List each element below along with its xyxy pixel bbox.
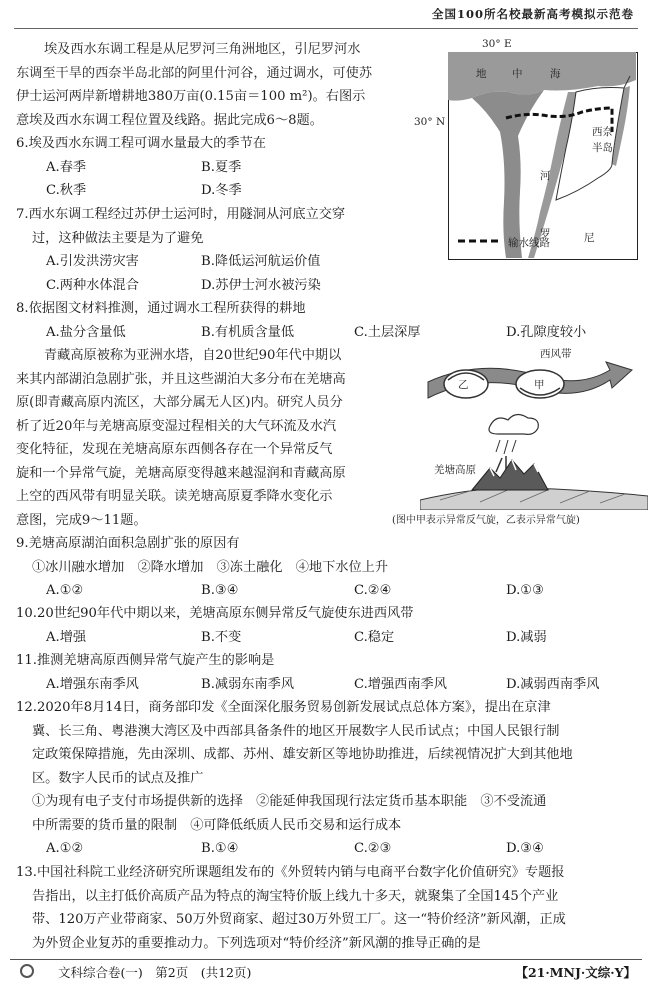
question-stem: 定政策保障措施，先由深圳、成都、苏州、雄安新区等地协助推进，后续视情况扩大到其他地: [32, 747, 573, 762]
map1-label: 地: [476, 68, 487, 80]
question-7: [16, 203, 436, 297]
map2-drawing: [420, 340, 648, 510]
option-d: D.③④: [506, 841, 544, 856]
question-8: [16, 297, 636, 344]
passage-2: [16, 344, 346, 532]
option-d: D.冬季: [201, 183, 242, 198]
question-stem: 冀、长三角、粤港澳大湾区及中西部具备条件的地区开展数字人民币试点；中国人民银行制: [32, 723, 560, 739]
option-b: B.不变: [201, 629, 242, 645]
map2-caption: (图中甲表示异常反气旋，乙表示异常气旋): [392, 515, 580, 526]
option-c: C.②③: [354, 841, 392, 856]
header-title: 全国100所名校最新高考模拟示范卷: [431, 7, 634, 21]
option-c: C.增强西南季风: [354, 676, 447, 692]
option-d: D.苏伊士河水被污染: [201, 277, 321, 293]
map1-longitude-label: 30° E: [482, 38, 512, 50]
option-a: A.增强: [46, 629, 87, 645]
option-c: C.两种水体混合: [46, 277, 139, 293]
option-b: B.降低运河航运价值: [201, 254, 321, 269]
map1-label: 半岛: [592, 142, 613, 154]
option-d: D.①③: [506, 583, 544, 598]
cloud-icon: [489, 414, 538, 434]
plateau-mountains: [472, 460, 548, 490]
question-stem: 为外贸企业复苏的重要推动力。下列选项对“特价经济”新风潮的推导正确的是: [32, 935, 481, 951]
question-stem: 过，这种做法主要是为了避免: [32, 230, 204, 246]
question-11: [16, 649, 636, 696]
passage-2-line: 青藏高原被称为亚洲水塔，自20世纪90年代中期以: [44, 348, 342, 363]
question-stem: 7.西水东调工程经过苏伊士运河时，用隧洞从河底立交穿: [16, 207, 346, 222]
question-9: [16, 532, 636, 603]
map1-label: 海: [550, 68, 561, 80]
question-items: ①为现有电子支付市场提供新的选择 ②能延伸我国现行法定货币基本职能 ③不受流通: [32, 794, 547, 809]
passage-2-line: 上空的西风带有明显关联。读羌塘高原夏季降水变化示: [16, 489, 333, 504]
question-13: [16, 861, 641, 955]
question-stem: 13.中国社科院工业经济研究所课题组发布的《外贸转内销与电商平台数字化价值研究》专题报: [16, 865, 565, 880]
map1-label: 尼: [584, 232, 595, 244]
option-c: C.稳定: [354, 629, 395, 645]
option-a: A.增强东南季风: [46, 676, 139, 692]
option-c: C.土层深厚: [354, 324, 421, 340]
passage-2-line: 来其内部湖泊急剧扩张，并且这些湖泊大多分布在羌塘高: [16, 371, 346, 387]
passage-1-line: 东调至干旱的西奈半岛北部的阿里什河谷，通过调水，可使苏: [16, 65, 373, 81]
option-a: A.①②: [46, 583, 84, 598]
question-items: ①冰川融水增加 ②降水增加 ③冻土融化 ④地下水位上升: [32, 559, 389, 575]
passage-2-line: 原(即青藏高原内流区，大部分属无人区)内。研究人员分: [16, 395, 343, 410]
question-stem: 带、120万产业带商家、50万外贸商家、超过30万外贸工厂。这一“特价经济”新风潮，正成: [32, 912, 566, 927]
passage-1-line: 埃及西水东调工程是从尼罗河三角洲地区，引尼罗河水: [44, 42, 361, 57]
question-12: [16, 696, 641, 861]
gulf-of-aqaba-shape: [612, 86, 630, 166]
header-divider: [14, 28, 638, 29]
question-stem: 6.埃及西水东调工程可调水量最大的季节在: [16, 136, 266, 151]
question-stem: 11.推测羌塘高原西侧异常气旋产生的影响是: [16, 653, 275, 668]
option-b: B.夏季: [201, 159, 242, 175]
qiangtang-precipitation-diagram: [420, 340, 648, 530]
question-items: 中所需要的货币量的限制 ④可降低纸质人民币交易和运行成本: [32, 817, 402, 833]
option-b: B.①④: [201, 841, 239, 856]
option-b: B.有机质含量低: [201, 324, 295, 340]
passage-2-line: 旋和一个异常气旋，羌塘高原变得越来越湿润和青藏高原: [16, 465, 346, 481]
yi-label: 乙: [458, 379, 469, 391]
question-stem: 10.20世纪90年代中期以来，羌塘高原东侧异常反气旋使东进西风带: [16, 606, 414, 621]
option-c: C.秋季: [46, 183, 87, 198]
passage-2-line: 变化特征，发现在羌塘高原东西侧各存在一个异常反气: [16, 442, 333, 457]
rain-drop: [504, 440, 508, 454]
question-stem: 区。数字人民币的试点及推广: [32, 770, 204, 786]
question-10: [16, 602, 636, 649]
jia-label: 甲: [534, 379, 545, 391]
passage-2-line: 意图，完成9～11题。: [16, 512, 147, 528]
westerly-label: 西风带: [540, 348, 572, 360]
question-6: [16, 132, 436, 203]
passage-1-line: 意埃及西水东调工程位置及线路。据此完成6～8题。: [16, 112, 323, 128]
passage-1: [16, 38, 372, 132]
ground-surface: [420, 488, 648, 510]
option-b: B.③④: [201, 583, 239, 598]
plateau-label: 羌塘高原: [434, 464, 476, 476]
question-stem: 8.依据图文材料推测，通过调水工程所获得的耕地: [16, 301, 306, 316]
map1-legend-label: 输水线路: [508, 237, 550, 249]
egypt-water-transfer-map: [414, 38, 640, 262]
rain-drop: [512, 440, 516, 452]
map1-label: 河: [540, 170, 551, 182]
map1-label: 中: [512, 68, 523, 80]
option-a: A.盐分含量低: [46, 324, 126, 340]
passage-2-line: 析了近20年与羌塘高原变湿过程相关的大气环流及水汽: [16, 418, 337, 434]
map1-latitude-label: 30° N: [414, 116, 446, 128]
map1-label: 西奈: [592, 126, 613, 138]
option-d: D.减弱西南季风: [506, 676, 600, 692]
moisture-arrow: [496, 458, 502, 472]
option-a: A.春季: [46, 159, 87, 175]
option-a: A.①②: [46, 841, 84, 856]
circle-icon: [20, 964, 34, 978]
option-d: D.孔隙度较小: [506, 324, 587, 340]
page-footer: [10, 959, 642, 986]
rain-drop: [496, 440, 500, 452]
footer-page-info: 文科综合卷(一) 第2页 (共12页): [58, 965, 252, 980]
question-stem: 告指出，以主打低价高质产品为特点的淘宝特价版上线九十多天，就聚集了全国145个产业: [32, 888, 559, 904]
option-d: D.减弱: [506, 629, 547, 645]
footer-exam-code: 【21·MNJ·文综·Y】: [515, 965, 636, 980]
question-stem: 9.羌塘高原湖泊面积急剧扩张的原因有: [16, 536, 240, 551]
passage-1-line: 伊士运河两岸新增耕地380万亩(0.15亩＝100 m²)。右图示: [16, 89, 366, 104]
map1-label: 罗: [540, 228, 551, 240]
option-b: B.减弱东南季风: [201, 676, 295, 692]
option-c: C.②④: [354, 583, 392, 598]
question-stem: 12.2020年8月14日，商务部印发《全面深化服务贸易创新发展试点总体方案》，提出在京津: [16, 700, 551, 715]
option-a: A.引发洪涝灾害: [46, 254, 139, 269]
